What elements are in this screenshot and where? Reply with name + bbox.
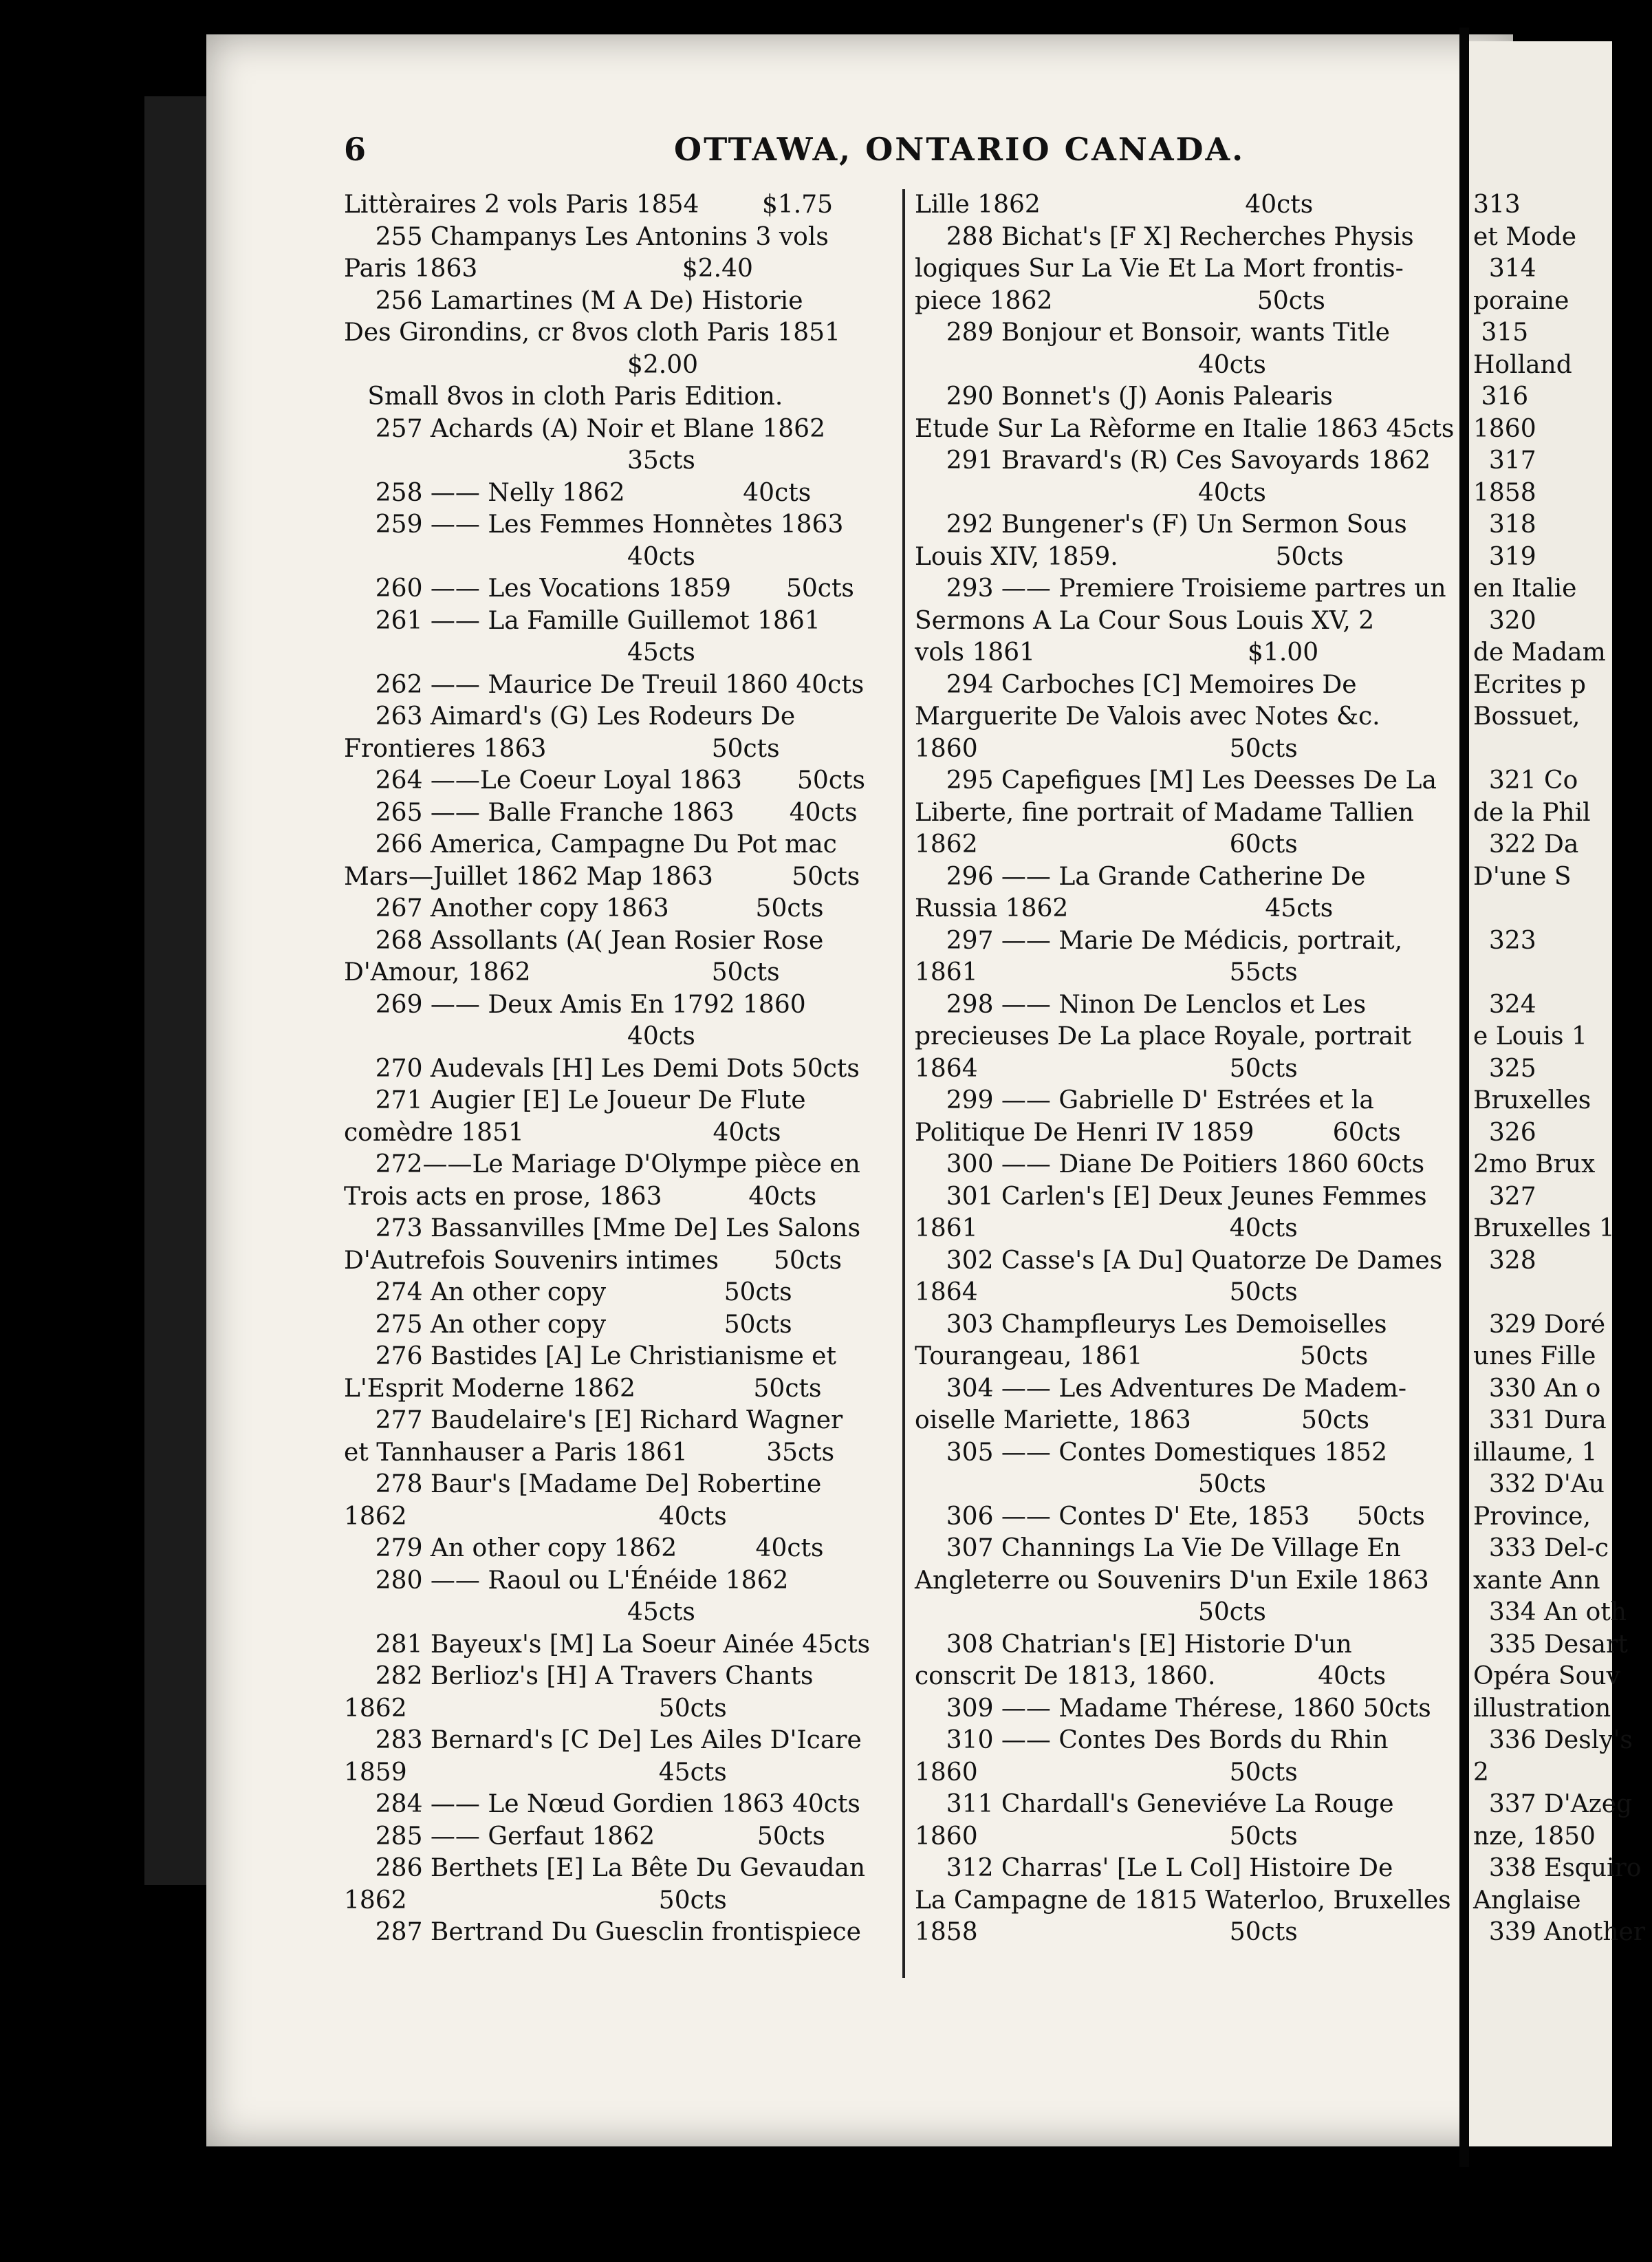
catalog-entry-line: 295 Capefigues [M] Les Deesses De La (915, 766, 1437, 795)
catalog-entry-line: 261 —— La Famille Guillemot 1861 (344, 606, 820, 635)
catalog-entry-line: 336 Desly's (1473, 1726, 1633, 1754)
catalog-entry-line: 332 D'Au (1473, 1470, 1605, 1498)
catalog-entry-line: 45cts (344, 1598, 695, 1626)
catalog-entry-line: conscrit De 1813, 1860. 40cts (915, 1662, 1387, 1690)
catalog-entry-line: 50cts (915, 1598, 1266, 1626)
catalog-entry-line: Mars—Juillet 1862 Map 1863 50cts (344, 862, 860, 891)
catalog-entry-line (1473, 957, 1652, 989)
catalog-entry-line: 40cts (344, 1022, 695, 1051)
catalog-entry-line: Province, (1473, 1502, 1591, 1531)
catalog-entry-line: 40cts (915, 478, 1266, 507)
catalog-entry-line: Frontieres 1863 50cts (344, 734, 780, 763)
catalog-entry-line: 1861 40cts (915, 1214, 1298, 1242)
catalog-entry-line: 337 D'Azeg (1473, 1790, 1633, 1818)
catalog-entry-line: piece 1862 50cts (915, 286, 1325, 315)
catalog-entry-line: 297 —— Marie De Médicis, portrait, (915, 926, 1403, 955)
catalog-entry-line: 282 Berlioz's [H] A Travers Chants (344, 1662, 814, 1690)
catalog-entry-line: Opéra Souv (1473, 1662, 1620, 1690)
catalog-entry-line: Politique De Henri IV 1859 60cts (915, 1118, 1401, 1147)
catalog-entry-line: 262 —— Maurice De Treuil 1860 40cts (344, 670, 865, 699)
catalog-entry-line: 334 An oth (1473, 1598, 1627, 1626)
catalog-entry-line: $2.00 (344, 350, 699, 379)
catalog-entry-line: 1860 50cts (915, 734, 1298, 763)
catalog-entry-line: 256 Lamartines (M A De) Historie (344, 286, 803, 315)
catalog-entry-line: Marguerite De Valois avec Notes &c. (915, 702, 1380, 731)
page-title: OTTAWA, ONTARIO CANADA. (674, 131, 1246, 168)
catalog-entry-line: 277 Baudelaire's [E] Richard Wagner (344, 1406, 843, 1434)
catalog-entry-line: 269 —— Deux Amis En 1792 1860 (344, 990, 806, 1019)
catalog-entry-line: 335 Desart (1473, 1630, 1628, 1659)
page-number: 6 (344, 131, 369, 168)
catalog-entry-line: 283 Bernard's [C De] Les Ailes D'Icare (344, 1726, 862, 1754)
catalog-entry-line: Etude Sur La Rèforme en Italie 1863 45cts (915, 414, 1455, 443)
catalog-entry-line: 274 An other copy 50cts (344, 1278, 792, 1306)
catalog-entry-line: 302 Casse's [A Du] Quatorze De Dames (915, 1246, 1443, 1275)
catalog-entry-line: D'Amour, 1862 50cts (344, 958, 780, 987)
catalog-entry-line: 1859 45cts (344, 1758, 727, 1787)
page-header (344, 131, 1444, 172)
catalog-entry-line: 287 Bertrand Du Guesclin frontispiece (344, 1918, 861, 1946)
catalog-entry-line: 304 —— Les Adventures De Madem- (915, 1374, 1407, 1403)
catalog-entry-line: xante Ann (1473, 1566, 1600, 1595)
catalog-entry-line: oiselle Mariette, 1863 50cts (915, 1406, 1369, 1434)
adjacent-page-strip (1469, 41, 1646, 2146)
catalog-entry-line: 330 An o (1473, 1374, 1601, 1403)
catalog-entry-line: en Italie (1473, 574, 1577, 603)
catalog-entry-line: Ecrites p (1473, 670, 1586, 699)
catalog-entry-line: 1862 40cts (344, 1502, 727, 1531)
catalog-entry-line: Tourangeau, 1861 50cts (915, 1342, 1369, 1370)
catalog-entry-line: Louis XIV, 1859. 50cts (915, 542, 1344, 571)
catalog-entry-line: 275 An other copy 50cts (344, 1310, 792, 1339)
catalog-entry-line: Angleterre ou Souvenirs D'un Exile 1863 (915, 1566, 1429, 1595)
catalog-entry-line: 271 Augier [E] Le Joueur De Flute (344, 1086, 806, 1114)
catalog-entry-line: 2mo Brux (1473, 1150, 1596, 1178)
catalog-entry-line: 328 (1473, 1246, 1536, 1275)
catalog-entry-line: Bruxelles (1473, 1086, 1591, 1114)
catalog-entry-line: unes Fille (1473, 1342, 1596, 1370)
catalog-entry-line: 45cts (344, 638, 695, 667)
catalog-entry-line: 292 Bungener's (F) Un Sermon Sous (915, 510, 1407, 539)
catalog-entry-line (1473, 1277, 1652, 1309)
catalog-entry-line: D'une S (1473, 862, 1572, 891)
catalog-entry-line: 314 (1473, 255, 1536, 283)
catalog-entry-line: 273 Bassanvilles [Mme De] Les Salons (344, 1214, 861, 1242)
catalog-entry-line: 257 Achards (A) Noir et Blane 1862 (344, 414, 825, 443)
catalog-entry-line: 303 Champfleurys Les Demoiselles (915, 1310, 1387, 1339)
catalog-entry-line: et Tannhauser a Paris 1861 35cts (344, 1438, 835, 1467)
catalog-entry-line (1473, 733, 1652, 766)
catalog-entry-line: 286 Berthets [E] La Bête Du Gevaudan (344, 1854, 866, 1882)
catalog-entry-line: 40cts (344, 542, 695, 571)
catalog-entry-line: 301 Carlen's [E] Deux Jeunes Femmes (915, 1182, 1427, 1211)
catalog-entry-line: 276 Bastides [A] Le Christianisme et (344, 1342, 836, 1370)
catalog-entry-line: 1858 (1473, 478, 1536, 507)
catalog-entry-line: 1862 50cts (344, 1694, 727, 1723)
catalog-entry-line: 339 Another (1473, 1918, 1646, 1946)
catalog-entry-line: e Louis 1 (1473, 1022, 1587, 1051)
catalog-entry-line: 263 Aimard's (G) Les Rodeurs De (344, 702, 796, 731)
catalog-entry-line: 322 Da (1473, 830, 1579, 859)
catalog-entry-line: 318 (1473, 510, 1536, 539)
catalog-entry-line: 316 (1473, 383, 1529, 411)
catalog-entry-line: nze, 1850 (1473, 1822, 1596, 1851)
catalog-entry-line: 319 (1473, 542, 1536, 571)
catalog-entry-line: 291 Bravard's (R) Ces Savoyards 1862 (915, 446, 1431, 475)
catalog-entry-line: 326 (1473, 1118, 1536, 1147)
catalog-entry-line: 293 —— Premiere Troisieme partres un (915, 574, 1446, 603)
catalog-entry-line: 1862 60cts (915, 830, 1298, 859)
catalog-entry-line: La Campagne de 1815 Waterloo, Bruxelles (915, 1886, 1451, 1915)
catalog-entry-line: Lille 1862 40cts (915, 191, 1314, 219)
catalog-entry-line (1473, 893, 1652, 925)
catalog-entry-line: 338 Esquiro (1473, 1854, 1642, 1882)
catalog-entry-line: 315 (1473, 319, 1529, 347)
catalog-entry-line: 290 Bonnet's (J) Aonis Palearis (915, 383, 1333, 411)
catalog-entry-line: Sermons A La Cour Sous Louis XV, 2 (915, 606, 1375, 635)
catalog-column-right-clipped (1473, 189, 1652, 1949)
catalog-entry-line: Small 8vos in cloth Paris Edition. (344, 383, 783, 411)
catalog-entry-line: 266 America, Campagne Du Pot mac (344, 830, 837, 859)
catalog-entry-line: vols 1861 $1.00 (915, 638, 1319, 667)
catalog-entry-line: Holland (1473, 350, 1572, 379)
catalog-entry-line: 313 (1473, 191, 1521, 219)
catalog-entry-line: 268 Assollants (A( Jean Rosier Rose (344, 926, 824, 955)
catalog-entry-line: 259 —— Les Femmes Honnètes 1863 (344, 510, 844, 539)
catalog-entry-line: 281 Bayeux's [M] La Soeur Ainée 45cts (344, 1630, 871, 1659)
catalog-entry-line: 321 Co (1473, 766, 1578, 795)
catalog-column-middle (915, 189, 1465, 1949)
catalog-entry-line: 288 Bichat's [F X] Recherches Physis (915, 222, 1414, 251)
catalog-entry-line: 320 (1473, 606, 1536, 635)
column-divider (902, 189, 905, 1978)
catalog-entry-line: 299 —— Gabrielle D' Estrées et la (915, 1086, 1374, 1114)
catalog-entry-line: 309 —— Madame Thérese, 1860 50cts (915, 1694, 1431, 1723)
catalog-entry-line: precieuses De La place Royale, portrait (915, 1022, 1412, 1051)
catalog-entry-line: 40cts (915, 350, 1266, 379)
catalog-entry-line: 325 (1473, 1054, 1536, 1083)
catalog-entry-line: 280 —— Raoul ou L'Énéide 1862 (344, 1566, 789, 1595)
catalog-entry-line: 260 —— Les Vocations 1859 50cts (344, 574, 854, 603)
catalog-entry-line: 50cts (915, 1470, 1266, 1498)
catalog-entry-line: 2 (1473, 1758, 1489, 1787)
catalog-entry-line: 1860 50cts (915, 1758, 1298, 1787)
catalog-entry-line: 278 Baur's [Madame De] Robertine (344, 1470, 822, 1498)
catalog-entry-line: 1864 50cts (915, 1278, 1298, 1306)
catalog-entry-line: 264 ——Le Coeur Loyal 1863 50cts (344, 766, 865, 795)
catalog-entry-line: 323 (1473, 926, 1536, 955)
catalog-entry-line: 285 —— Gerfaut 1862 50cts (344, 1822, 825, 1851)
catalog-entry-line: poraine (1473, 286, 1569, 315)
catalog-entry-line: 284 —— Le Nœud Gordien 1863 40cts (344, 1790, 860, 1818)
catalog-entry-line: 305 —— Contes Domestiques 1852 (915, 1438, 1387, 1467)
catalog-entry-line: 1862 50cts (344, 1886, 727, 1915)
catalog-entry-line: 333 Del-c (1473, 1534, 1609, 1562)
catalog-entry-line: de la Phil (1473, 798, 1591, 827)
catalog-entry-line: 258 —— Nelly 1862 40cts (344, 478, 812, 507)
catalog-entry-line: comèdre 1851 40cts (344, 1118, 781, 1147)
catalog-entry-line: Anglaise (1473, 1886, 1581, 1915)
page-fold-rule (1459, 28, 1469, 2167)
catalog-entry-line: 310 —— Contes Des Bords du Rhin (915, 1726, 1389, 1754)
catalog-entry-line: 311 Chardall's Geneviéve La Rouge (915, 1790, 1394, 1818)
catalog-entry-line: 272——Le Mariage D'Olympe pièce en (344, 1150, 860, 1178)
catalog-entry-line: 255 Champanys Les Antonins 3 vols (344, 222, 829, 251)
catalog-entry-line: 279 An other copy 1862 40cts (344, 1534, 824, 1562)
catalog-entry-line: 1864 50cts (915, 1054, 1298, 1083)
catalog-entry-line: 306 —— Contes D' Ete, 1853 50cts (915, 1502, 1425, 1531)
catalog-entry-line: 270 Audevals [H] Les Demi Dots 50cts (344, 1054, 860, 1083)
catalog-entry-line: 329 Doré (1473, 1310, 1606, 1339)
catalog-entry-line: Trois acts en prose, 1863 40cts (344, 1182, 817, 1211)
catalog-entry-line: 1860 50cts (915, 1822, 1298, 1851)
catalog-entry-line: L'Esprit Moderne 1862 50cts (344, 1374, 822, 1403)
catalog-entry-line: 298 —— Ninon De Lenclos et Les (915, 990, 1367, 1019)
catalog-entry-line: 312 Charras' [Le L Col] Histoire De (915, 1854, 1393, 1882)
catalog-entry-line: Littèraires 2 vols Paris 1854 $1.75 (344, 191, 833, 219)
catalog-entry-line: illustration (1473, 1694, 1611, 1723)
catalog-entry-line: 1860 (1473, 414, 1536, 443)
catalog-entry-line: Liberte, fine portrait of Madame Tallien (915, 798, 1414, 827)
catalog-entry-line: 324 (1473, 990, 1536, 1019)
catalog-entry-line: Paris 1863 $2.40 (344, 255, 753, 283)
catalog-entry-line: 308 Chatrian's [E] Historie D'un (915, 1630, 1352, 1659)
catalog-entry-line: 300 —— Diane De Poitiers 1860 60cts (915, 1150, 1425, 1178)
catalog-entry-line: 35cts (344, 446, 695, 475)
catalog-entry-line: 317 (1473, 446, 1536, 475)
catalog-entry-line: Russia 1862 45cts (915, 894, 1334, 923)
catalog-entry-line: 327 (1473, 1182, 1536, 1211)
catalog-entry-line: Bruxelles 1 (1473, 1214, 1615, 1242)
catalog-entry-line: et Mode (1473, 222, 1577, 251)
catalog-entry-line: 296 —— La Grande Catherine De (915, 862, 1366, 891)
catalog-entry-line: 265 —— Balle Franche 1863 40cts (344, 798, 858, 827)
catalog-entry-line: 331 Dura (1473, 1406, 1607, 1434)
catalog-entry-line: 1858 50cts (915, 1918, 1298, 1946)
catalog-entry-line: 294 Carboches [C] Memoires De (915, 670, 1357, 699)
catalog-entry-line: 1861 55cts (915, 958, 1298, 987)
catalog-entry-line: 289 Bonjour et Bonsoir, wants Title (915, 319, 1390, 347)
catalog-entry-line: de Madam (1473, 638, 1606, 667)
catalog-column-left (344, 189, 901, 1949)
catalog-entry-line: Des Girondins, cr 8vos cloth Paris 1851 (344, 319, 840, 347)
catalog-entry-line: D'Autrefois Souvenirs intimes 50cts (344, 1246, 842, 1275)
catalog-entry-line: logiques Sur La Vie Et La Mort frontis- (915, 255, 1404, 283)
catalog-entry-line: 267 Another copy 1863 50cts (344, 894, 824, 923)
catalog-entry-line: 307 Channings La Vie De Village En (915, 1534, 1401, 1562)
catalog-entry-line: Bossuet, (1473, 702, 1580, 731)
catalog-entry-line: illaume, 1 (1473, 1438, 1598, 1467)
